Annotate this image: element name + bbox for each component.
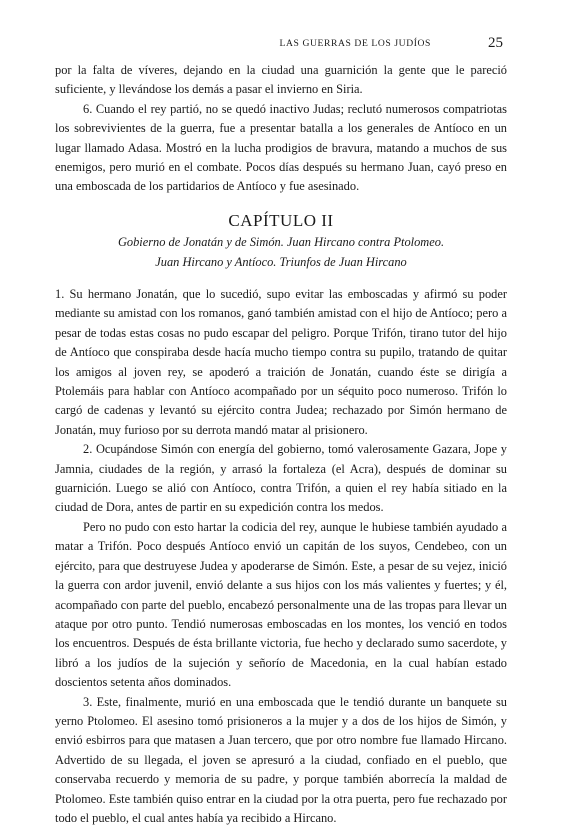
chapter-subtitle-line: Gobierno de Jonatán y de Simón. Juan Hircano contra Ptolomeo. <box>117 235 445 249</box>
paragraph: 2. Ocupándose Simón con energía del gobierno, tomó valerosamente Gazara, Jope y Jamnia, ciudades de la región, y arrasó la fortaleza (el Acra), después de dominar su guarnición. Luego se alió con Antíoco, contra Trifón, a quien el rey había sitiado en la ciudad de Dora, antes de partir en su expedición contra los medos. <box>55 442 507 515</box>
paragraph: Pero no pudo con esto hartar la codicia del rey, aunque le hubiese también ayudado a matar a Trifón. Poco después Antíoco envió un capitán de los suyos, Cendebeo, con un ejército, para que destruyese Judea y apoderarse de Simón. Este, a pesar de su vejez, inició la guerra con ardor juvenil, envió delante a sus hijos con los más valientes y fuertes; y él, acompañado con parte del pueblo, encabezó personalmente una de las tropas para llevar un ataque por otro punto. Tendió numerosas emboscadas en los montes, los venció en todos los encuentros. Después de ésta brillante victoria, fue hecho y declarado sumo sacerdote, y libró a los judíos de la sujeción y señorío de Macedonia, en la cual habían estado doscientos setenta años dominados. <box>55 519 507 690</box>
page-number: 25 <box>488 35 503 51</box>
paragraph: 3. Este, finalmente, murió en una emboscada que le tendió durante un banquete su yerno Ptolomeo. El asesino tomó prisioneros a la mujer y a dos de los hijos de Simón, y envió esbirros para que matasen a Juan tercero, que por otro nombre fue llamado Hircano. Advertido de su llegada, el joven se apresuró a la ciudad, confiado en el pueblo, que conservaba recuerdo y memoria de su padre, y porque también aborrecía la maldad de Ptolomeo. Este también quiso entrar en la ciudad por la otra puerta, pero fue rechazado por todo el pueblo, el cual antes había ya recibido a Hircano. <box>55 694 507 825</box>
chapter-subtitle-line: Juan Hircano y Antíoco. Triunfos de Juan Hircano <box>155 255 407 269</box>
paragraph: 6. Cuando el rey partió, no se quedó inactivo Judas; reclutó numerosos compatriotas los sobrevivientes de la guerra, fue a presentar batalla a los generales de Antíoco en un lugar llamado Adasa. Mostró en la lucha prodigios de bravura, matando a muchos de sus enemigos, pero murió en el combate. Pocos días después su hermano Juan, cayó preso en una emboscada de los partidarios de Antíoco y fue asesinado. <box>55 101 507 194</box>
text-block-main <box>55 285 507 828</box>
running-title: LAS GUERRAS DE LOS JUDÍOS <box>279 38 431 49</box>
running-header <box>55 37 503 51</box>
paragraph: 1. Su hermano Jonatán, que lo sucedió, supo evitar las emboscadas y afirmó su poder mediante su amistad con los romanos, ganó también amistad con el hijo de Antíoco; pero a pesar de todas estas cosas no pudo escapar del peligro. Porque Trifón, tirano tutor del hijo de Antíoco que conspiraba desde hacía mucho tiempo contra su pupilo, tratando de quitar los amigos al joven rey, se apoderó a traición de Jonatán, cuando éste se dirigía a Ptolemáis para hablar con Antíoco acompañado por un séquito poco numeroso. Trifón lo cargó de cadenas y levantó su ejército contra Judea; rechazado por Simón hermano de Jonatán, muy furioso por su derrota mandó matar al prisionero. <box>55 287 507 437</box>
paragraph: por la falta de víveres, dejando en la ciudad una guarnición la gente que le pareció suficiente, y llevándose los demás a pasar el invierno en Siria. <box>55 63 507 97</box>
chapter-title: CAPÍTULO II <box>228 211 334 230</box>
text-block-top <box>55 61 507 197</box>
chapter-heading <box>55 210 507 272</box>
